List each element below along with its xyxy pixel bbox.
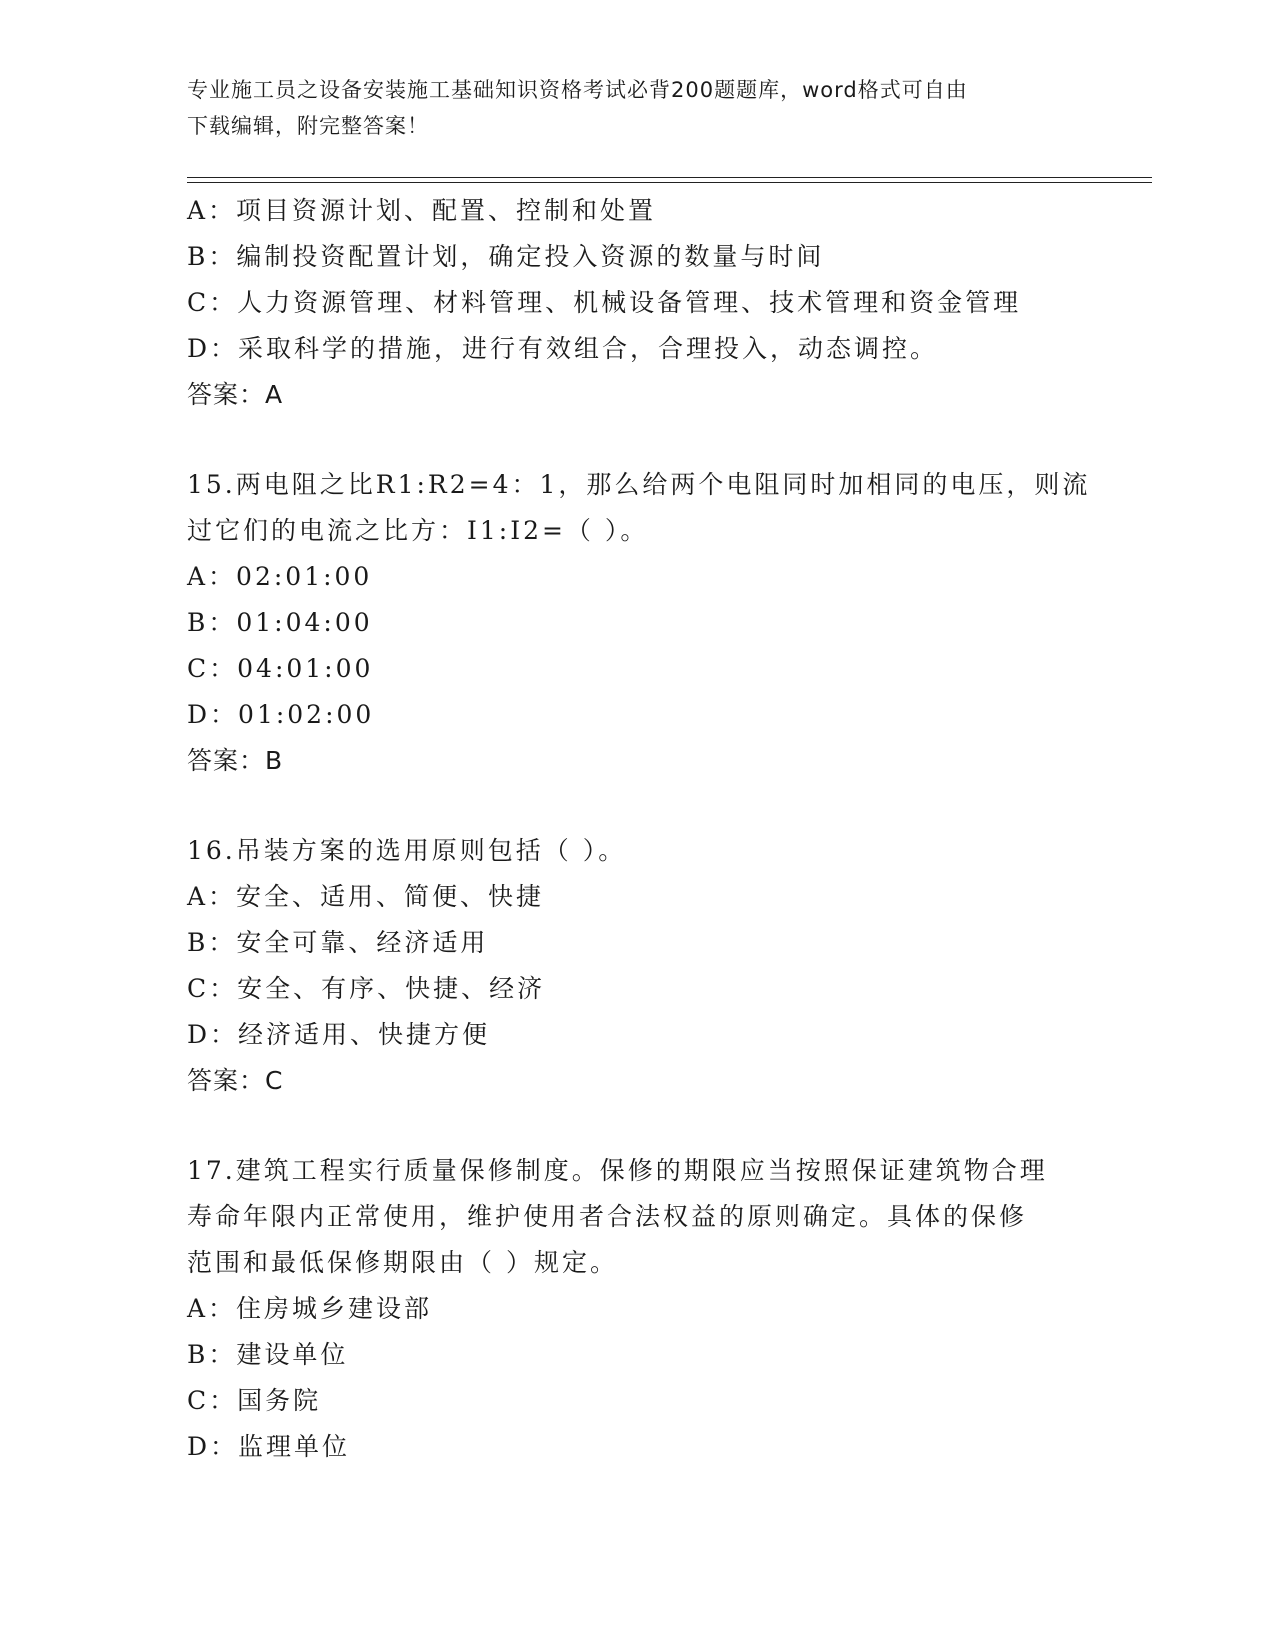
question-list: [187, 188, 1091, 1470]
header-line-1: 专业施工员之设备安装施工基础知识资格考试必背200题题库，word格式可自由: [187, 78, 968, 102]
header-divider-bottom: [187, 182, 1152, 183]
question-16: [187, 828, 1087, 1104]
question-17: [187, 1148, 1087, 1470]
header-line-2: 下载编辑，附完整答案！: [187, 114, 429, 138]
option-c: C：国务院: [187, 1386, 322, 1415]
option-c: C：人力资源管理、材料管理、机械设备管理、技术管理和资金管理: [187, 288, 1022, 317]
question-stem: 15.两电阻之比R1:R2=4：1，那么给两个电阻同时加相同的电压，则流: [187, 470, 1091, 499]
answer: 答案：A: [187, 380, 284, 409]
answer: 答案：C: [187, 1066, 284, 1095]
question-15: [187, 462, 1091, 784]
option-a: A：安全、适用、简便、快捷: [187, 882, 545, 911]
question-stem: 17.建筑工程实行质量保修制度。保修的期限应当按照保证建筑物合理: [187, 1156, 1048, 1185]
question-14: [187, 188, 1087, 418]
option-b: B：编制投资配置计划，确定投入资源的数量与时间: [187, 242, 825, 271]
option-c: C：04:01:00: [187, 654, 374, 683]
document-header: [187, 72, 1067, 144]
option-b: B：安全可靠、经济适用: [187, 928, 489, 957]
question-stem: 16.吊装方案的选用原则包括（ ）。: [187, 836, 627, 865]
option-d: D：监理单位: [187, 1432, 351, 1461]
option-a: A：住房城乡建设部: [187, 1294, 433, 1323]
question-stem: 寿命年限内正常使用，维护使用者合法权益的原则确定。具体的保修: [187, 1202, 1028, 1231]
option-c: C：安全、有序、快捷、经济: [187, 974, 546, 1003]
question-stem: 范围和最低保修期限由（ ）规定。: [187, 1248, 618, 1277]
question-stem: 过它们的电流之比方：I1:I2=（ ）。: [187, 516, 649, 545]
option-d: D：经济适用、快捷方便: [187, 1020, 491, 1049]
option-d: D：01:02:00: [187, 700, 375, 729]
option-a: A：项目资源计划、配置、控制和处置: [187, 196, 657, 225]
option-b: B：01:04:00: [187, 608, 373, 637]
option-a: A：02:01:00: [187, 562, 373, 591]
answer: 答案：B: [187, 746, 284, 775]
option-d: D：采取科学的措施，进行有效组合，合理投入，动态调控。: [187, 334, 939, 363]
option-b: B：建设单位: [187, 1340, 349, 1369]
header-divider-top: [187, 177, 1152, 178]
